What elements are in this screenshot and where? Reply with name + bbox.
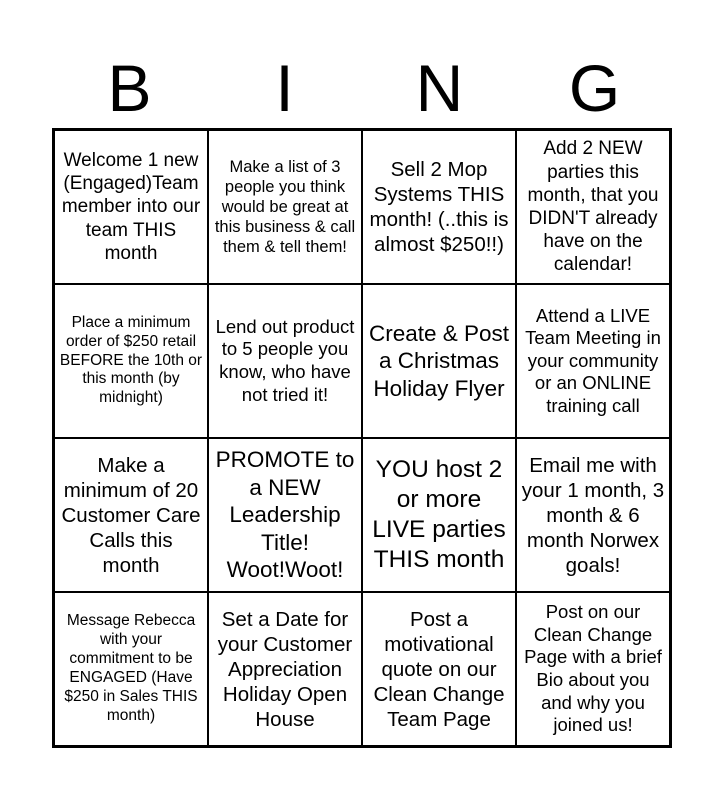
bingo-card-grid — [52, 128, 672, 748]
bingo-cell-text: Welcome 1 new (Engaged)Team member into our team THIS month — [61, 150, 201, 264]
bingo-cell[interactable] — [208, 592, 362, 746]
bingo-cell[interactable] — [516, 130, 670, 284]
bingo-cell-text: Attend a LIVE Team Meeting in your community or an ONLINE training call — [525, 304, 661, 416]
bingo-cell-text: Create & Post a Christmas Holiday Flyer — [368, 320, 510, 401]
bingo-cell[interactable] — [208, 438, 362, 592]
header-letter-i: I — [275, 51, 294, 125]
bingo-cell-text: Make a minimum of 20 Customer Care Calls this month — [61, 453, 201, 577]
bingo-cell-text: Message Rebecca with your commitment to be ENGAGED (Have $250 in Sales THIS month) — [64, 612, 198, 724]
bingo-cell[interactable] — [208, 130, 362, 284]
header-letter-g: G — [568, 51, 621, 125]
bingo-cell[interactable] — [362, 284, 516, 438]
bingo-cell-text: YOU host 2 or more LIVE parties THIS month — [372, 456, 506, 573]
bingo-cell[interactable] — [516, 438, 670, 592]
bingo-cell-text: PROMOTE to a NEW Leadership Title! Woot!Woot! — [215, 447, 355, 583]
bingo-cell-text: Set a Date for your Customer Appreciation Holiday Open House — [217, 607, 353, 731]
bingo-cell-text: Make a list of 3 people you think would be great at this business & call them & tell them! — [214, 157, 356, 257]
header-letter-b: B — [107, 51, 152, 125]
bingo-cell[interactable] — [362, 438, 516, 592]
bingo-cell[interactable] — [362, 592, 516, 746]
bingo-cell-text: Post on our Clean Change Page with a brief Bio about you and why you joined us! — [524, 601, 662, 736]
header-letter-n: N — [415, 51, 464, 125]
bingo-cell-text: Place a minimum order of $250 retail BEFORE the 10th or this month (by midnight) — [59, 313, 203, 407]
bingo-cell[interactable] — [362, 130, 516, 284]
bingo-cell[interactable] — [54, 438, 208, 592]
bingo-cell[interactable] — [516, 284, 670, 438]
bingo-cell[interactable] — [516, 592, 670, 746]
bingo-cell[interactable] — [54, 592, 208, 746]
bingo-cell-text: Add 2 NEW parties this month, that you DIDN'T already have on the calendar! — [527, 138, 659, 276]
bingo-header — [52, 52, 672, 124]
bingo-cell[interactable] — [208, 284, 362, 438]
bingo-cell-text: Sell 2 Mop Systems THIS month! (..this is almost $250!!) — [369, 158, 509, 256]
bingo-cell[interactable] — [54, 284, 208, 438]
bingo-cell-text: Post a motivational quote on our Clean Change Team Page — [373, 607, 505, 731]
bingo-cell-text: Email me with your 1 month, 3 month & 6 month Norwex goals! — [521, 453, 665, 577]
bingo-cell-text: Lend out product to 5 people you know, who have not tried it! — [215, 315, 355, 405]
bingo-cell[interactable] — [54, 130, 208, 284]
